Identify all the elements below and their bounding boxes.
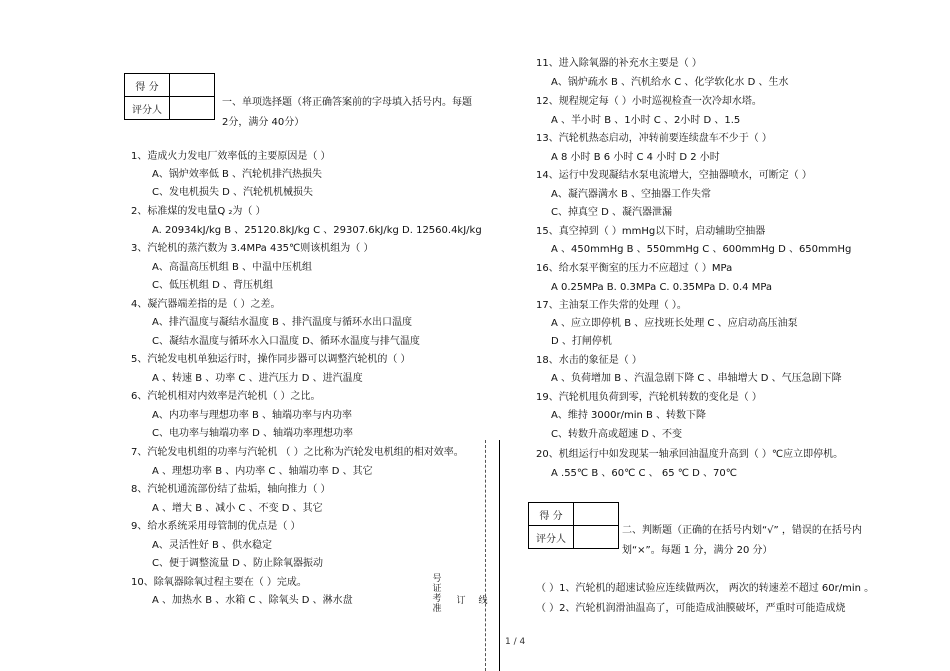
answer-options: C、电功率与轴端功率 D 、轴端功率理想功率	[152, 428, 354, 439]
question-text: 15、真空掉到（ ）mmHg以下时，启动辅助空抽器	[536, 226, 766, 237]
question-text: 14、运行中发现凝结水泵电流增大，空抽器喷水，可断定（ ）	[536, 170, 812, 181]
answer-options: A、维持 3000r/min B 、转数下降	[551, 410, 707, 421]
question-text: 1、造成火力发电厂效率低的主要原因是（ ）	[131, 151, 331, 162]
answer-options: C、凝结水温度与循环水入口温度 D、循环水温度与排气温度	[152, 336, 420, 347]
answer-options: A、锅炉效率低 B 、汽轮机排汽热损失	[152, 169, 323, 180]
answer-options: A .55℃ B 、60℃ C 、 65 ℃ D 、70℃	[551, 468, 737, 479]
section2-title-line2: 划“×”。每题 1 分，满分 20 分）	[622, 545, 773, 556]
answer-options: A 、增大 B 、减小 C 、不变 D 、其它	[152, 503, 323, 514]
question-text: 13、汽轮机热态启动，冲转前要连续盘车不少于（ ）	[536, 133, 772, 144]
score-table-2	[528, 502, 619, 549]
answer-options: D 、打闸停机	[551, 336, 612, 347]
section1-title-line2: 2分，满分 40分）	[222, 117, 305, 128]
question-text: 8、汽轮机通流部份结了盐垢，轴向推力（ ）	[131, 484, 331, 495]
answer-options: A 、应立即停机 B 、应找班长处理 C 、应启动高压油泵	[551, 318, 798, 329]
question-text: 9、给水系统采用母管制的优点是（ ）	[131, 521, 301, 532]
section1-title: 一、单项选择题（将正确答案前的字母填入括号内。每题	[222, 97, 472, 108]
question-text: 12、规程规定每（ ）小时巡视检查一次冷却水塔。	[536, 96, 762, 107]
score-label: 得 分	[529, 503, 574, 526]
answer-options: C、低压机组 D 、背压机组	[152, 280, 274, 291]
question-text: 10、除氧器除氧过程主要在（ ）完成。	[131, 577, 307, 588]
question-text: 7、汽轮发电机组的功率与汽轮机 （ ）之比称为汽轮发电机组的相对效率。	[131, 447, 464, 458]
answer-options: A、灵活性好 B 、供水稳定	[152, 540, 273, 551]
answer-options: A 8 小时 B 6 小时 C 4 小时 D 2 小时	[551, 152, 720, 163]
question-text: 11、进入除氧器的补充水主要是（ ）	[536, 58, 702, 69]
answer-options: A、排汽温度与凝结水温度 B 、排汽温度与循环水出口温度	[152, 317, 413, 328]
binding-label: 考	[432, 594, 442, 604]
answer-options: C、转数升高或超速 D 、不变	[551, 429, 683, 440]
answer-options: A、内功率与理想功率 B 、轴端功率与内功率	[152, 410, 353, 421]
binding-label: 证	[432, 584, 442, 594]
question-text: 19、汽轮机甩负荷到零，汽轮机转数的变化是（ ）	[536, 392, 762, 403]
answer-options: A、锅炉疏水 B 、汽机给水 C 、化学软化水 D 、生水	[551, 77, 789, 88]
answer-options: A 、转速 B 、功率 C 、进汽压力 D 、进汽温度	[152, 373, 363, 384]
question-text: 4、凝汽器端差指的是（ ）之差。	[131, 299, 281, 310]
score-label: 得 分	[125, 74, 170, 97]
answer-options: A. 20934kJ/kg B 、25120.8kJ/kg C 、29307.6kJ/kg D. 12560.4kJ/kg	[152, 225, 482, 236]
score-table-1	[124, 73, 215, 120]
question-text: 20、机组运行中如发现某一轴承回油温度升高到（ ）℃应立即停机。	[536, 449, 844, 460]
answer-options: A 、负荷增加 B 、汽温急剧下降 C 、串轴增大 D 、气压急剧下降	[551, 373, 842, 384]
answer-options: A 、加热水 B 、水箱 C 、除氧头 D 、淋水盘	[152, 595, 353, 606]
answer-options: C、发电机损失 D 、汽轮机机械损失	[152, 187, 314, 198]
binding-line-2	[499, 440, 500, 671]
binding-label: 线	[478, 596, 488, 606]
binding-label: 准	[432, 604, 442, 614]
judge-item-2: （ ）2、汽轮机润滑油温高了，可能造成油膜破坏，严重时可能造成烧	[536, 603, 846, 614]
grader-label: 评分人	[529, 526, 574, 549]
answer-options: C、便于调整流量 D 、防止除氧器振动	[152, 558, 324, 569]
judge-item-1: （ ）1、汽轮机的超速试验应连续做两次， 两次的转速差不超过 60r/min 。	[536, 583, 875, 594]
binding-line-1	[485, 440, 486, 671]
question-text: 18、水击的象征是（ ）	[536, 355, 642, 366]
section2-title: 二、判断题（正确的在括号内划“√” ，错误的在括号内	[622, 525, 862, 536]
page-number: 1 / 4	[505, 637, 526, 647]
question-text: 6、汽轮机相对内效率是汽轮机（ ）之比。	[131, 391, 321, 402]
binding-label: 号	[432, 574, 442, 584]
answer-options: C、掉真空 D 、凝汽器泄漏	[551, 207, 673, 218]
question-text: 16、给水泵平衡室的压力不应超过（ ）MPa	[536, 263, 733, 274]
question-text: 3、汽轮机的蒸汽数为 3.4MPa 435℃则该机组为（ ）	[131, 243, 374, 254]
answer-options: A、高温高压机组 B 、中温中压机组	[152, 262, 313, 273]
answer-options: A 、半小时 B 、1小时 C 、2小时 D 、1.5	[551, 115, 741, 126]
answer-options: A 0.25MPa B. 0.3MPa C. 0.35MPa D. 0.4 MPa	[551, 282, 773, 293]
answer-options: A 、理想功率 B 、内功率 C 、轴端功率 D 、其它	[152, 466, 373, 477]
grader-label: 评分人	[125, 97, 170, 120]
binding-label: 订	[456, 596, 466, 606]
answer-options: A 、450mmHg B 、550mmHg C 、600mmHg D 、650mmHg	[551, 244, 852, 255]
question-text: 5、汽轮发电机单独运行时，操作同步器可以调整汽轮机的（ ）	[131, 354, 411, 365]
answer-options: A、凝汽器满水 B 、空抽器工作失常	[551, 189, 712, 200]
question-text: 17、主油泵工作失常的处理（ ）。	[536, 300, 687, 311]
question-text: 2、标准煤的发电量Q ₂为（ ）	[131, 206, 266, 217]
